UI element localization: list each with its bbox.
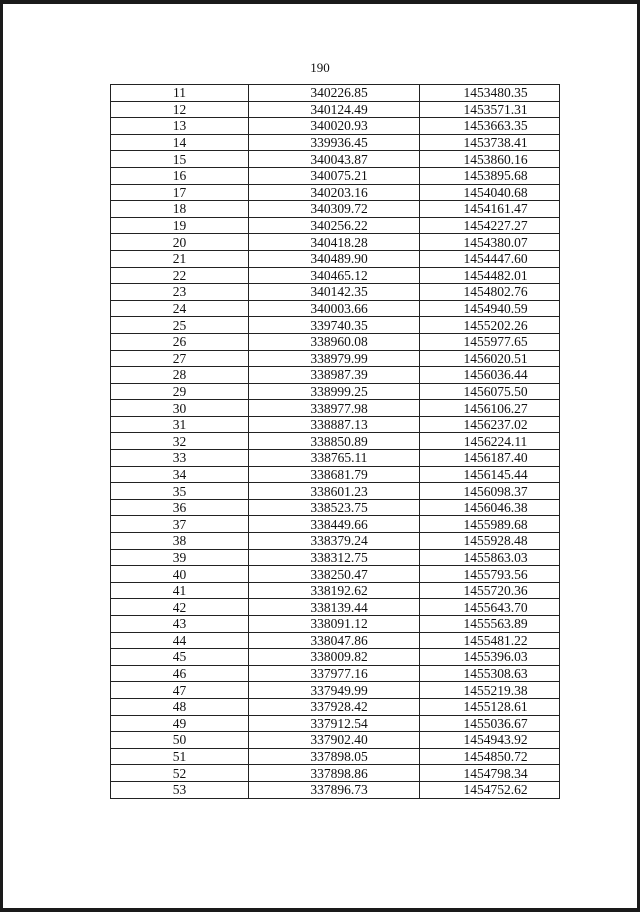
table-row bbox=[111, 85, 560, 102]
point-number-cell: 14 bbox=[111, 134, 249, 151]
x-coordinate-cell: 338449.66 bbox=[249, 516, 420, 533]
y-coordinate-cell: 1454802.76 bbox=[420, 284, 560, 301]
table-row bbox=[111, 367, 560, 384]
point-number-cell: 35 bbox=[111, 483, 249, 500]
x-coordinate-cell: 337912.54 bbox=[249, 715, 420, 732]
table-row bbox=[111, 350, 560, 367]
y-coordinate-cell: 1454380.07 bbox=[420, 234, 560, 251]
x-coordinate-cell: 338765.11 bbox=[249, 450, 420, 467]
x-coordinate-cell: 337949.99 bbox=[249, 682, 420, 699]
table-row bbox=[111, 118, 560, 135]
x-coordinate-cell: 340142.35 bbox=[249, 284, 420, 301]
table-row bbox=[111, 566, 560, 583]
y-coordinate-cell: 1456145.44 bbox=[420, 466, 560, 483]
point-number-cell: 17 bbox=[111, 184, 249, 201]
point-number-cell: 48 bbox=[111, 698, 249, 715]
point-number-cell: 22 bbox=[111, 267, 249, 284]
x-coordinate-cell: 337902.40 bbox=[249, 732, 420, 749]
y-coordinate-cell: 1456237.02 bbox=[420, 416, 560, 433]
y-coordinate-cell: 1453895.68 bbox=[420, 167, 560, 184]
x-coordinate-cell: 340418.28 bbox=[249, 234, 420, 251]
y-coordinate-cell: 1454940.59 bbox=[420, 300, 560, 317]
table-row bbox=[111, 383, 560, 400]
point-number-cell: 28 bbox=[111, 367, 249, 384]
x-coordinate-cell: 338887.13 bbox=[249, 416, 420, 433]
y-coordinate-cell: 1453860.16 bbox=[420, 151, 560, 168]
x-coordinate-cell: 339740.35 bbox=[249, 317, 420, 334]
point-number-cell: 19 bbox=[111, 217, 249, 234]
y-coordinate-cell: 1455128.61 bbox=[420, 698, 560, 715]
table-row bbox=[111, 317, 560, 334]
point-number-cell: 24 bbox=[111, 300, 249, 317]
x-coordinate-cell: 338850.89 bbox=[249, 433, 420, 450]
y-coordinate-cell: 1455989.68 bbox=[420, 516, 560, 533]
point-number-cell: 25 bbox=[111, 317, 249, 334]
point-number-cell: 21 bbox=[111, 250, 249, 267]
y-coordinate-cell: 1453571.31 bbox=[420, 101, 560, 118]
x-coordinate-cell: 338987.39 bbox=[249, 367, 420, 384]
y-coordinate-cell: 1455563.89 bbox=[420, 616, 560, 633]
x-coordinate-cell: 338523.75 bbox=[249, 499, 420, 516]
document-page bbox=[3, 4, 637, 908]
x-coordinate-cell: 338999.25 bbox=[249, 383, 420, 400]
table-row bbox=[111, 400, 560, 417]
table-row bbox=[111, 516, 560, 533]
table-row bbox=[111, 682, 560, 699]
table-row bbox=[111, 582, 560, 599]
point-number-cell: 32 bbox=[111, 433, 249, 450]
point-number-cell: 40 bbox=[111, 566, 249, 583]
x-coordinate-cell: 338312.75 bbox=[249, 549, 420, 566]
point-number-cell: 47 bbox=[111, 682, 249, 699]
y-coordinate-cell: 1455308.63 bbox=[420, 665, 560, 682]
point-number-cell: 53 bbox=[111, 781, 249, 798]
table-row bbox=[111, 201, 560, 218]
y-coordinate-cell: 1455863.03 bbox=[420, 549, 560, 566]
table-row bbox=[111, 151, 560, 168]
coordinates-table bbox=[110, 84, 560, 799]
y-coordinate-cell: 1455928.48 bbox=[420, 533, 560, 550]
x-coordinate-cell: 340256.22 bbox=[249, 217, 420, 234]
y-coordinate-cell: 1455202.26 bbox=[420, 317, 560, 334]
x-coordinate-cell: 337898.86 bbox=[249, 765, 420, 782]
y-coordinate-cell: 1454482.01 bbox=[420, 267, 560, 284]
y-coordinate-cell: 1456075.50 bbox=[420, 383, 560, 400]
y-coordinate-cell: 1453480.35 bbox=[420, 85, 560, 102]
point-number-cell: 52 bbox=[111, 765, 249, 782]
table-row bbox=[111, 250, 560, 267]
x-coordinate-cell: 340465.12 bbox=[249, 267, 420, 284]
point-number-cell: 15 bbox=[111, 151, 249, 168]
point-number-cell: 46 bbox=[111, 665, 249, 682]
x-coordinate-cell: 337977.16 bbox=[249, 665, 420, 682]
y-coordinate-cell: 1455396.03 bbox=[420, 649, 560, 666]
y-coordinate-cell: 1454161.47 bbox=[420, 201, 560, 218]
table-row bbox=[111, 483, 560, 500]
table-row bbox=[111, 665, 560, 682]
table-row bbox=[111, 300, 560, 317]
table-row bbox=[111, 134, 560, 151]
table-row bbox=[111, 466, 560, 483]
y-coordinate-cell: 1456046.38 bbox=[420, 499, 560, 516]
x-coordinate-cell: 338979.99 bbox=[249, 350, 420, 367]
table-row bbox=[111, 333, 560, 350]
x-coordinate-cell: 337928.42 bbox=[249, 698, 420, 715]
point-number-cell: 51 bbox=[111, 748, 249, 765]
y-coordinate-cell: 1455036.67 bbox=[420, 715, 560, 732]
x-coordinate-cell: 338091.12 bbox=[249, 616, 420, 633]
point-number-cell: 20 bbox=[111, 234, 249, 251]
table-row bbox=[111, 101, 560, 118]
point-number-cell: 27 bbox=[111, 350, 249, 367]
point-number-cell: 30 bbox=[111, 400, 249, 417]
table-row bbox=[111, 549, 560, 566]
x-coordinate-cell: 339936.45 bbox=[249, 134, 420, 151]
point-number-cell: 39 bbox=[111, 549, 249, 566]
table-row bbox=[111, 416, 560, 433]
table-row bbox=[111, 284, 560, 301]
x-coordinate-cell: 338139.44 bbox=[249, 599, 420, 616]
x-coordinate-cell: 340020.93 bbox=[249, 118, 420, 135]
x-coordinate-cell: 338250.47 bbox=[249, 566, 420, 583]
y-coordinate-cell: 1454040.68 bbox=[420, 184, 560, 201]
x-coordinate-cell: 340203.16 bbox=[249, 184, 420, 201]
y-coordinate-cell: 1456020.51 bbox=[420, 350, 560, 367]
x-coordinate-cell: 338977.98 bbox=[249, 400, 420, 417]
point-number-cell: 36 bbox=[111, 499, 249, 516]
table-row bbox=[111, 499, 560, 516]
point-number-cell: 42 bbox=[111, 599, 249, 616]
table-row bbox=[111, 234, 560, 251]
point-number-cell: 37 bbox=[111, 516, 249, 533]
y-coordinate-cell: 1455720.36 bbox=[420, 582, 560, 599]
table-row bbox=[111, 217, 560, 234]
table-row bbox=[111, 450, 560, 467]
x-coordinate-cell: 338047.86 bbox=[249, 632, 420, 649]
y-coordinate-cell: 1454447.60 bbox=[420, 250, 560, 267]
point-number-cell: 13 bbox=[111, 118, 249, 135]
point-number-cell: 29 bbox=[111, 383, 249, 400]
table-row bbox=[111, 632, 560, 649]
table-row bbox=[111, 765, 560, 782]
point-number-cell: 31 bbox=[111, 416, 249, 433]
point-number-cell: 41 bbox=[111, 582, 249, 599]
y-coordinate-cell: 1454943.92 bbox=[420, 732, 560, 749]
table-row bbox=[111, 649, 560, 666]
x-coordinate-cell: 340124.49 bbox=[249, 101, 420, 118]
x-coordinate-cell: 338192.62 bbox=[249, 582, 420, 599]
y-coordinate-cell: 1454752.62 bbox=[420, 781, 560, 798]
point-number-cell: 18 bbox=[111, 201, 249, 218]
point-number-cell: 44 bbox=[111, 632, 249, 649]
table-row bbox=[111, 715, 560, 732]
table-row bbox=[111, 698, 560, 715]
y-coordinate-cell: 1453738.41 bbox=[420, 134, 560, 151]
x-coordinate-cell: 340003.66 bbox=[249, 300, 420, 317]
y-coordinate-cell: 1455219.38 bbox=[420, 682, 560, 699]
table-row bbox=[111, 616, 560, 633]
point-number-cell: 34 bbox=[111, 466, 249, 483]
point-number-cell: 45 bbox=[111, 649, 249, 666]
y-coordinate-cell: 1455643.70 bbox=[420, 599, 560, 616]
table-row bbox=[111, 748, 560, 765]
x-coordinate-cell: 338379.24 bbox=[249, 533, 420, 550]
x-coordinate-cell: 340043.87 bbox=[249, 151, 420, 168]
x-coordinate-cell: 340075.21 bbox=[249, 167, 420, 184]
point-number-cell: 49 bbox=[111, 715, 249, 732]
table-row bbox=[111, 781, 560, 798]
x-coordinate-cell: 337896.73 bbox=[249, 781, 420, 798]
point-number-cell: 38 bbox=[111, 533, 249, 550]
x-coordinate-cell: 338009.82 bbox=[249, 649, 420, 666]
point-number-cell: 26 bbox=[111, 333, 249, 350]
point-number-cell: 23 bbox=[111, 284, 249, 301]
table-row bbox=[111, 732, 560, 749]
point-number-cell: 50 bbox=[111, 732, 249, 749]
y-coordinate-cell: 1454227.27 bbox=[420, 217, 560, 234]
y-coordinate-cell: 1456098.37 bbox=[420, 483, 560, 500]
x-coordinate-cell: 338681.79 bbox=[249, 466, 420, 483]
x-coordinate-cell: 338601.23 bbox=[249, 483, 420, 500]
y-coordinate-cell: 1456187.40 bbox=[420, 450, 560, 467]
y-coordinate-cell: 1456224.11 bbox=[420, 433, 560, 450]
point-number-cell: 43 bbox=[111, 616, 249, 633]
x-coordinate-cell: 337898.05 bbox=[249, 748, 420, 765]
x-coordinate-cell: 340309.72 bbox=[249, 201, 420, 218]
y-coordinate-cell: 1454850.72 bbox=[420, 748, 560, 765]
y-coordinate-cell: 1454798.34 bbox=[420, 765, 560, 782]
y-coordinate-cell: 1455481.22 bbox=[420, 632, 560, 649]
point-number-cell: 12 bbox=[111, 101, 249, 118]
point-number-cell: 16 bbox=[111, 167, 249, 184]
y-coordinate-cell: 1453663.35 bbox=[420, 118, 560, 135]
table-row bbox=[111, 184, 560, 201]
y-coordinate-cell: 1455793.56 bbox=[420, 566, 560, 583]
x-coordinate-cell: 338960.08 bbox=[249, 333, 420, 350]
y-coordinate-cell: 1456036.44 bbox=[420, 367, 560, 384]
point-number-cell: 33 bbox=[111, 450, 249, 467]
table-row bbox=[111, 533, 560, 550]
x-coordinate-cell: 340489.90 bbox=[249, 250, 420, 267]
table-row bbox=[111, 267, 560, 284]
table-row bbox=[111, 433, 560, 450]
y-coordinate-cell: 1456106.27 bbox=[420, 400, 560, 417]
page-number: 190 bbox=[310, 60, 330, 75]
table-row bbox=[111, 599, 560, 616]
point-number-cell: 11 bbox=[111, 85, 249, 102]
coordinates-table-body bbox=[111, 85, 560, 799]
table-row bbox=[111, 167, 560, 184]
y-coordinate-cell: 1455977.65 bbox=[420, 333, 560, 350]
x-coordinate-cell: 340226.85 bbox=[249, 85, 420, 102]
